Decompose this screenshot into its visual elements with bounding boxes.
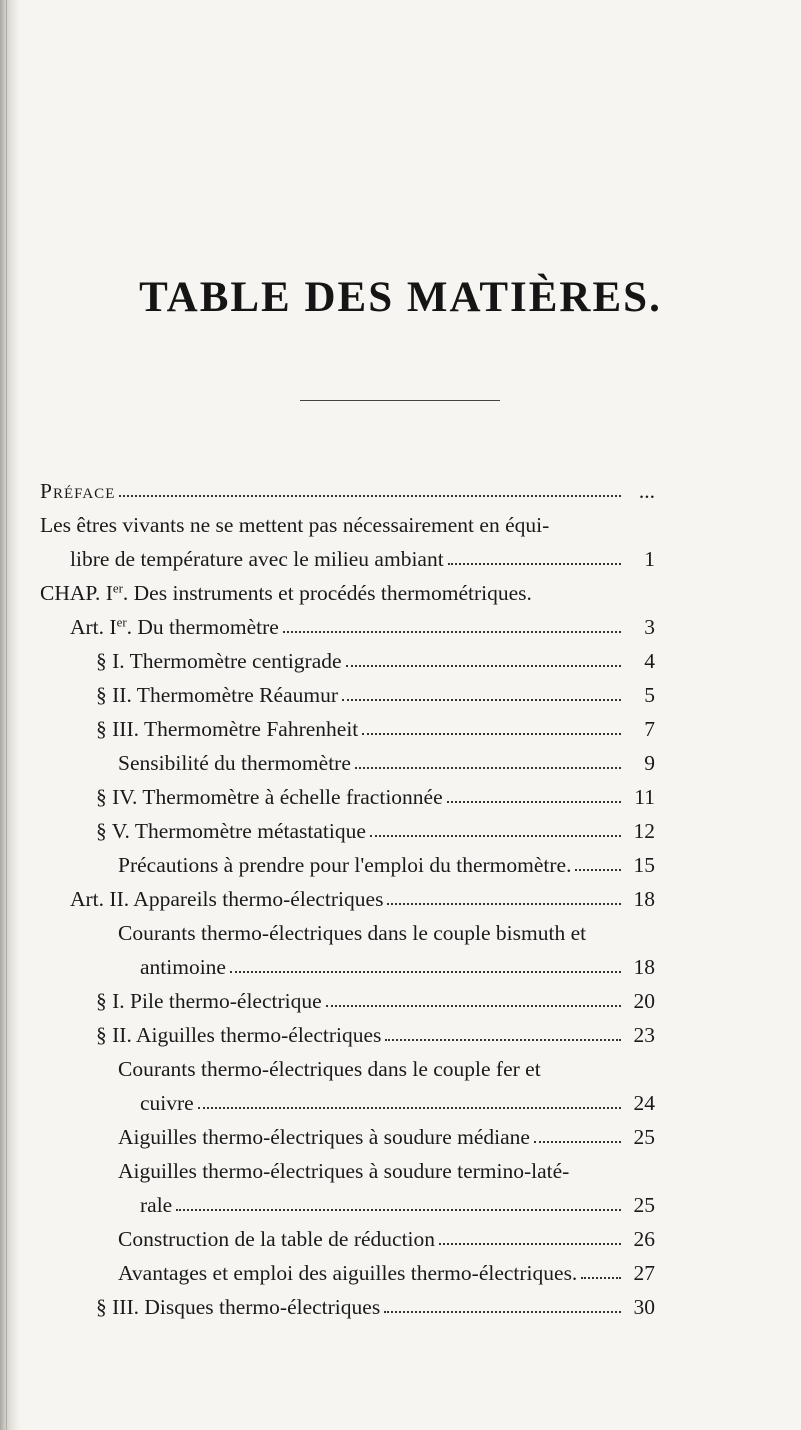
toc-entry-line xyxy=(118,1118,655,1148)
toc-page: 25 xyxy=(633,1124,655,1149)
toc-entry-line xyxy=(70,608,655,638)
toc-label: Aiguilles thermo-électriques à soudure termino-laté- xyxy=(118,1158,570,1183)
dot-leader xyxy=(326,1005,621,1007)
toc-label: Art. II. Appareils thermo-électriques xyxy=(70,886,384,911)
toc-entry-line xyxy=(118,914,586,944)
dot-leader xyxy=(370,835,621,837)
toc-entry-line xyxy=(70,540,655,570)
dot-leader xyxy=(283,631,621,633)
toc-label: Précautions à prendre pour l'emploi du thermomètre. xyxy=(118,852,572,877)
page-title: TABLE DES MATIÈRES. xyxy=(139,274,662,321)
toc-label: CHAP. Ier. Des instruments et procédés thermométriques. xyxy=(40,580,532,605)
toc-page: 24 xyxy=(633,1090,655,1115)
dot-leader xyxy=(342,699,621,701)
dot-leader xyxy=(439,1243,621,1245)
toc-label: Art. Ier. Du thermomètre xyxy=(70,614,279,639)
toc-entry-line xyxy=(118,1152,569,1182)
toc-label: § I. Thermomètre centigrade xyxy=(96,648,342,673)
dot-leader xyxy=(362,733,621,735)
toc-page: 30 xyxy=(633,1294,655,1319)
toc-page: 11 xyxy=(634,784,655,809)
toc-label: § II. Thermomètre Réaumur xyxy=(96,682,338,707)
toc-page: 4 xyxy=(644,648,655,673)
toc-page: 18 xyxy=(633,954,655,979)
toc-entry-preface xyxy=(40,472,655,502)
toc-page: 12 xyxy=(633,818,655,843)
toc-entry-line xyxy=(96,812,655,842)
toc-entry-line xyxy=(96,982,655,1012)
toc-page: 26 xyxy=(633,1226,655,1251)
dot-leader xyxy=(119,495,621,497)
toc-entry-line xyxy=(40,506,549,536)
toc-label: rale xyxy=(140,1192,173,1217)
toc-page: 7 xyxy=(644,716,655,741)
toc-entry-line xyxy=(70,880,655,910)
toc-label: Construction de la table de réduction xyxy=(118,1226,436,1251)
toc-entry-line xyxy=(118,1254,655,1284)
toc-chapter-heading xyxy=(40,574,532,604)
toc-page: 1 xyxy=(644,546,655,571)
dot-leader xyxy=(355,767,621,769)
toc-label: Courants thermo-électriques dans le couple fer et xyxy=(118,1056,541,1081)
toc-entry-line xyxy=(96,710,655,740)
toc-label: Aiguilles thermo-électriques à soudure médiane xyxy=(118,1124,530,1149)
dot-leader xyxy=(176,1209,621,1211)
toc-label: Avantages et emploi des aiguilles thermo-électriques. xyxy=(118,1260,578,1285)
toc-page: ... xyxy=(638,478,655,503)
toc-label: § I. Pile thermo-électrique xyxy=(96,988,322,1013)
toc-entry-line xyxy=(140,1186,655,1216)
toc-page: 5 xyxy=(644,682,655,707)
dot-leader xyxy=(447,801,621,803)
toc-page: 15 xyxy=(633,852,655,877)
toc-page: 9 xyxy=(644,750,655,775)
toc-label: § V. Thermomètre métastatique xyxy=(96,818,366,843)
dot-leader xyxy=(385,1039,621,1041)
toc-label: Les êtres vivants ne se mettent pas nécessairement en équi- xyxy=(40,512,550,537)
toc-entry-line xyxy=(118,846,655,876)
toc-page: 18 xyxy=(633,886,655,911)
toc-label: § III. Thermomètre Fahrenheit xyxy=(96,716,359,741)
dot-leader xyxy=(198,1107,621,1109)
dot-leader xyxy=(387,903,621,905)
toc-entry-line xyxy=(96,1288,655,1318)
dot-leader xyxy=(346,665,621,667)
toc-label: § IV. Thermomètre à échelle fractionnée xyxy=(96,784,443,809)
toc-page: 27 xyxy=(633,1260,655,1285)
toc-label: libre de température avec le milieu ambiant xyxy=(70,546,444,571)
dot-leader xyxy=(534,1141,621,1143)
toc-label: Préface xyxy=(40,478,116,503)
toc-label: cuivre xyxy=(140,1090,194,1115)
toc-page: 20 xyxy=(633,988,655,1013)
toc-page: 25 xyxy=(633,1192,655,1217)
toc-entry-line xyxy=(96,676,655,706)
toc-entry-line xyxy=(140,1084,655,1114)
toc-page: 23 xyxy=(633,1022,655,1047)
toc-label: antimoine xyxy=(140,954,226,979)
toc-entry-line xyxy=(118,744,655,774)
toc-label: § II. Aiguilles thermo-électriques xyxy=(96,1022,382,1047)
toc-entry-line xyxy=(96,778,655,808)
dot-leader xyxy=(230,971,621,973)
toc-entry-line xyxy=(96,1016,655,1046)
toc-entry-line xyxy=(96,642,655,672)
toc-label: Sensibilité du thermomètre xyxy=(118,750,351,775)
dot-leader xyxy=(448,563,621,565)
toc-label: § III. Disques thermo-électriques xyxy=(96,1294,381,1319)
toc-page: 3 xyxy=(644,614,655,639)
dot-leader xyxy=(575,869,621,871)
toc-entry-line xyxy=(118,1220,655,1250)
toc-entry-line xyxy=(140,948,655,978)
toc-entry-line xyxy=(118,1050,541,1080)
dot-leader xyxy=(384,1311,621,1313)
dot-leader xyxy=(581,1277,621,1279)
toc-label: Courants thermo-électriques dans le couple bismuth et xyxy=(118,920,587,945)
